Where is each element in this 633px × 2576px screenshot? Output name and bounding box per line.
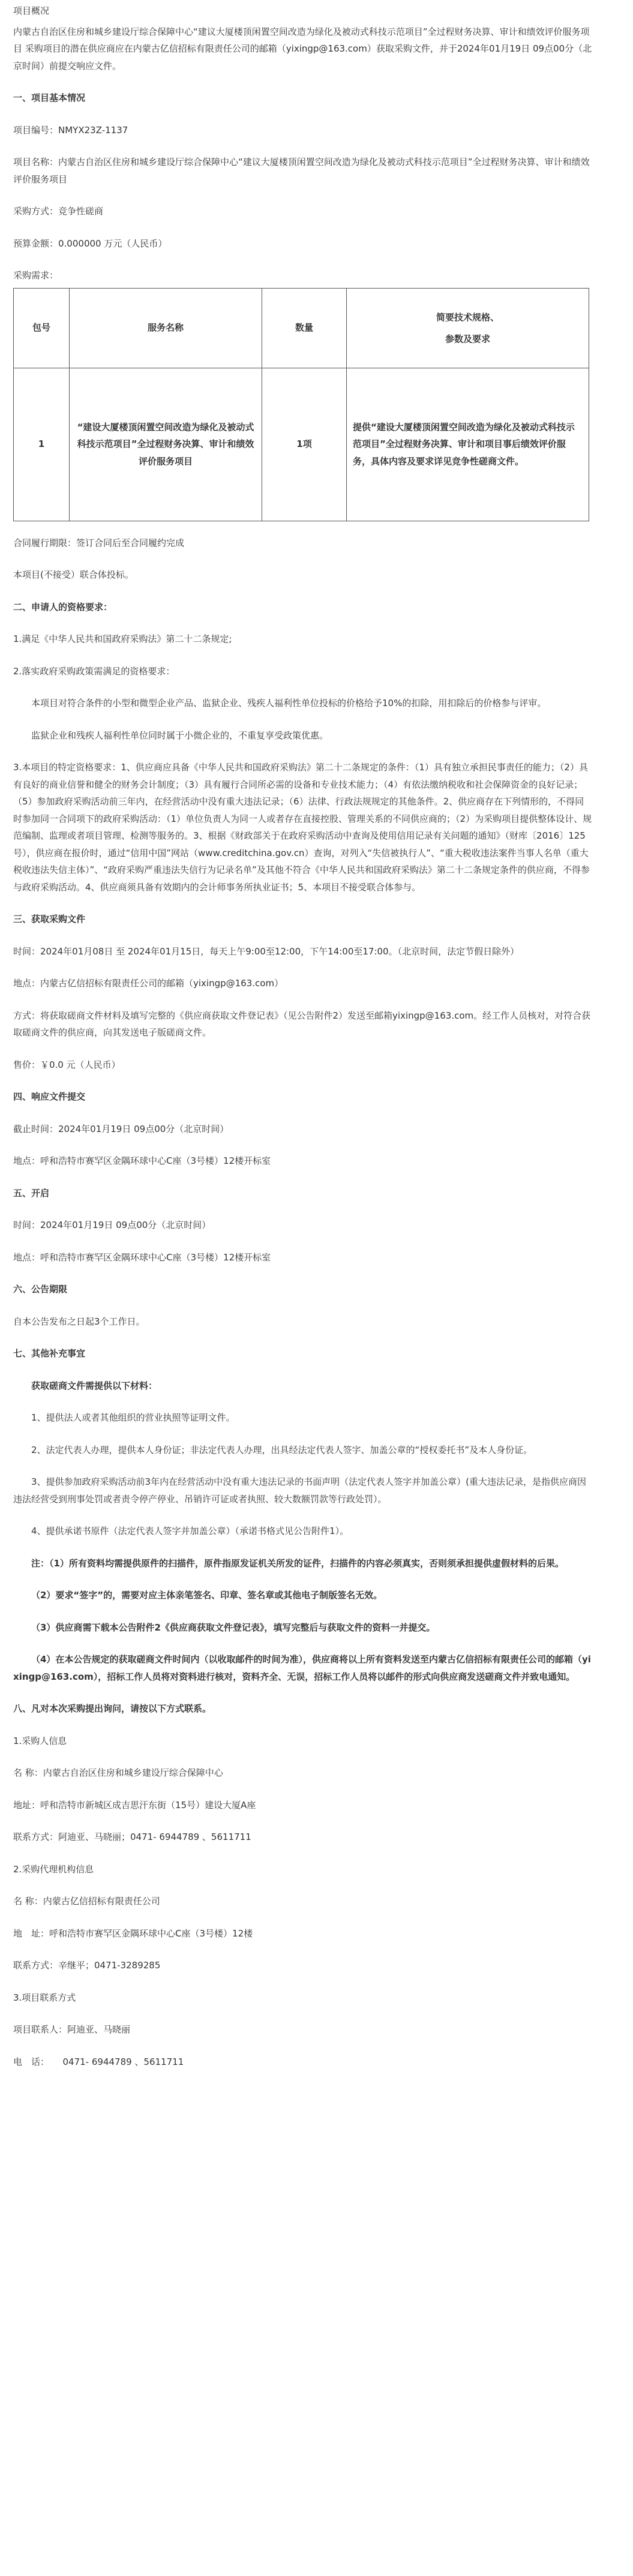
section-6-title: 六、公告期限: [13, 1284, 68, 1295]
opening-place: 地点：呼和浩特市赛罕区金隅环球中心C座（3号楼）12楼开标室: [13, 1251, 271, 1263]
section-7-title: 七、其他补充事宜: [13, 1348, 86, 1359]
material-1: 1、提供法人或者其他组织的营业执照等证明文件。: [31, 1412, 235, 1423]
table-row: [14, 368, 589, 521]
contract-period: 合同履行期限：签订合同后至合同履约完成: [13, 537, 185, 548]
section-8-title: 八、凡对本次采购提出询问，请按以下方式联系。: [13, 1703, 212, 1714]
project-name: 项目名称：内蒙古自治区住房和城乡建设厅综合保障中心“建议大厦楼顶闲置空间改造为绿化及被动式科技示范项目”全过程财务决算、审计和绩效评价服务项目: [13, 157, 590, 185]
project-contact-person: 项目联系人：阿迪亚、马晓丽: [13, 2024, 131, 2035]
purchaser-address: 地址：呼和浩特市新城区成吉思汗东街（15号）建设大厦A座: [13, 1799, 256, 1811]
purchaser-info-title: 1.采购人信息: [13, 1735, 67, 1746]
header-quantity: 数量: [262, 288, 347, 368]
policy-discount: 本项目对符合条件的小型和微型企业产品、监狱企业、残疾人福利性单位投标的价格给予10%的扣除，用扣除后的价格参与评审。: [31, 698, 547, 708]
material-2: 2、法定代表人办理，提供本人身份证；非法定代表人办理，出具经法定代表人签字、加盖公章的“授权委托书”及本人身份证。: [31, 1444, 533, 1455]
section-4-title: 四、响应文件提交: [13, 1091, 86, 1102]
purchaser-name: 名 称：内蒙古自治区住房和城乡建设厅综合保障中心: [13, 1767, 223, 1778]
requirements-label: 采购需求：: [13, 270, 59, 281]
note-3: （3）供应商需下载本公告附件2《供应商获取文件登记表》，填写完整后与获取文件的资料一并提交。: [31, 1622, 436, 1633]
budget-amount: 预算金额：0.000000 万元（人民币）: [13, 238, 167, 249]
notice-period: 自本公告发布之日起3个工作日。: [13, 1316, 145, 1327]
qualification-2: 2.落实政府采购政策需满足的资格要求：: [13, 665, 175, 677]
opening-time: 时间：2024年01月19日 09点00分（北京时间）: [13, 1220, 211, 1230]
materials-heading: 获取磋商文件需提供以下材料：: [31, 1380, 158, 1391]
qualification-1: 1.满足《中华人民共和国政府采购法》第二十二条规定;: [13, 634, 232, 644]
obtain-time: 时间：2024年01月08日 至 2024年01月15日，每天上午9:00至12:00，下午14:00至17:00。（北京时间，法定节假日除外）: [13, 945, 520, 957]
purchaser-contact: 联系方式：阿迪亚、马晓丽；0471- 6944789 、5611711: [13, 1832, 251, 1842]
project-contact-title: 3.项目联系方式: [13, 1992, 76, 2003]
overview-label: 项目概况: [13, 5, 50, 16]
section-5-title: 五、开启: [13, 1187, 50, 1199]
bottom-spacer: [13, 2085, 593, 2110]
material-3: 3、提供参加政府采购活动前3年内在经营活动中没有重大违法记录的书面声明（法定代表人签字并加盖公章）(重大违法记录，是指供应商因违法经营受到刑事处罚或者责令停产停业、吊销许可证或者执照、较大数额罚款等行政处罚）。: [13, 1476, 586, 1505]
cell-requirements: 提供“建设大厦楼顶闲置空间改造为绿化及被动式科技示范项目”全过程财务决算、审计和项目事后绩效评价服务，具体内容及要求详见竞争性磋商文件。: [347, 368, 589, 521]
agency-name: 名 称：内蒙古亿信招标有限责任公司: [13, 1896, 160, 1907]
note-1: 注：（1）所有资料均需提供原件的扫描件，原件指原发证机关所发的证件，扫描件的内容必须真实，否则须承担提供虚假材料的后果。: [31, 1557, 564, 1569]
policy-no-duplicate: 监狱企业和残疾人福利性单位同时属于小微企业的，不重复享受政策优惠。: [31, 729, 329, 741]
header-requirements-line-1: 简要技术规格、: [436, 311, 499, 323]
note-4: （4）在本公告规定的获取磋商文件时间内（以收取邮件的时间为准），供应商将以上所有资料发送至内蒙古亿信招标有限责任公司的邮箱（yixingp@163.com），招标工作人员将对资料进行核对，资料齐全、无误，招标工作人员将以邮件的形式向供应商发送磋商文件并致电通知。: [13, 1654, 591, 1682]
header-package: 包号: [14, 288, 70, 368]
table-header-row: [14, 288, 589, 368]
section-2-title: 二、申请人的资格要求：: [13, 601, 113, 613]
cell-package: 1: [14, 368, 70, 521]
submit-place: 地点：呼和浩特市赛罕区金隅环球中心C座（3号楼）12楼开标室: [13, 1155, 271, 1166]
overview-text: 内蒙古自治区住房和城乡建设厅综合保障中心“建议大厦楼顶闲置空间改造为绿化及被动式科技示范项目”全过程财务决算、审计和绩效评价服务项目 采购项目的潜在供应商应在内蒙古亿信招标有限责任公司的邮箱（yixingp@163.com）获取采购文件，并于2024年01月19日 09点00分（北京时间）前提交响应文件。: [13, 26, 592, 71]
section-1-title: 一、项目基本情况: [13, 92, 86, 103]
submit-deadline: 截止时间：2024年01月19日 09点00分（北京时间）: [13, 1123, 229, 1134]
cell-quantity: 1项: [262, 368, 347, 521]
header-service-name: 服务名称: [70, 288, 262, 368]
requirements-table: [13, 288, 589, 521]
cell-service-name: “建设大厦楼顶闲置空间改造为绿化及被动式科技示范项目”全过程财务决算、审计和绩效评价服务项目: [70, 368, 262, 521]
agency-address: 地 址：呼和浩特市赛罕区金隅环球中心C座（3号楼）12楼: [13, 1928, 253, 1939]
material-4: 4、提供承诺书原件（法定代表人签字并加盖公章）（承诺书格式见公告附件1）。: [31, 1526, 349, 1536]
qualification-3: 3.本项目的特定资格要求：1、供应商应具备《中华人民共和国政府采购法》第二十二条规定的条件：（1）具有独立承担民事责任的能力；（2）具有良好的商业信誉和健全的财务会计制度；（3）具有履行合同所必需的设备和专业技术能力；（4）有依法缴纳税收和社会保障资金的良好记录；（5）参加政府采购活动前三年内，在经营活动中没有重大违法记录；（6）法律、行政法规规定的其他条件。2、供应商存在下列情形的，不得同时参加同一合同项下的政府采购活动：（1）单位负责人为同一人或者存在直接控股、管理关系的不同供应商的；（2）为采购项目提供整体设计、规范编制、监理或者项目管理、检测等服务的。3、根据《财政部关于在政府采购活动中查询及使用信用记录有关问题的通知》（财库〔2016〕125号），供应商在报价时，通过“信用中国”网站（www.creditchina.gov.cn）查询，对列入“失信被执行人”、“重大税收违法案件当事人名单（重大税收违法失信主体）”、“政府采购严重违法失信行为记录名单”及其他不符合《中华人民共和国政府采购法》第二十二条规定条件的供应商，不得参与政府采购活动。4、供应商须具备有效期内的会计师事务所执业证书；5、本项目不接受联合体参与。: [13, 762, 592, 893]
agency-info-title: 2.采购代理机构信息: [13, 1863, 94, 1875]
project-contact-phone: 电 话： 0471- 6944789 、5611711: [13, 2056, 184, 2067]
header-requirements: [347, 288, 589, 368]
document-price: 售价：￥0.0 元（人民币）: [13, 1059, 121, 1070]
obtain-place: 地点：内蒙古亿信招标有限责任公司的邮箱（yixingp@163.com）: [13, 978, 284, 989]
obtain-method: 方式：将获取磋商文件材料及填写完整的《供应商获取文件登记表》（见公告附件2）发送至邮箱yixingp@163.com。经工作人员核对，对符合获取磋商文件的供应商，向其发送电子版磋商文件。: [13, 1010, 591, 1038]
procurement-method: 采购方式：竞争性磋商: [13, 206, 104, 217]
project-code: 项目编号：NMYX23Z-1137: [13, 124, 128, 136]
note-2: （2）要求“签字”的，需要对应主体亲笔签名、印章、签名章或其他电子制版签名无效。: [31, 1590, 383, 1601]
header-requirements-line-2: 参数及要求: [445, 333, 490, 344]
agency-contact: 联系方式：辛继平；0471-3289285: [13, 1960, 161, 1971]
section-3-title: 三、获取采购文件: [13, 914, 86, 924]
consortium-note: 本项目(不接受）联合体投标。: [13, 569, 134, 580]
